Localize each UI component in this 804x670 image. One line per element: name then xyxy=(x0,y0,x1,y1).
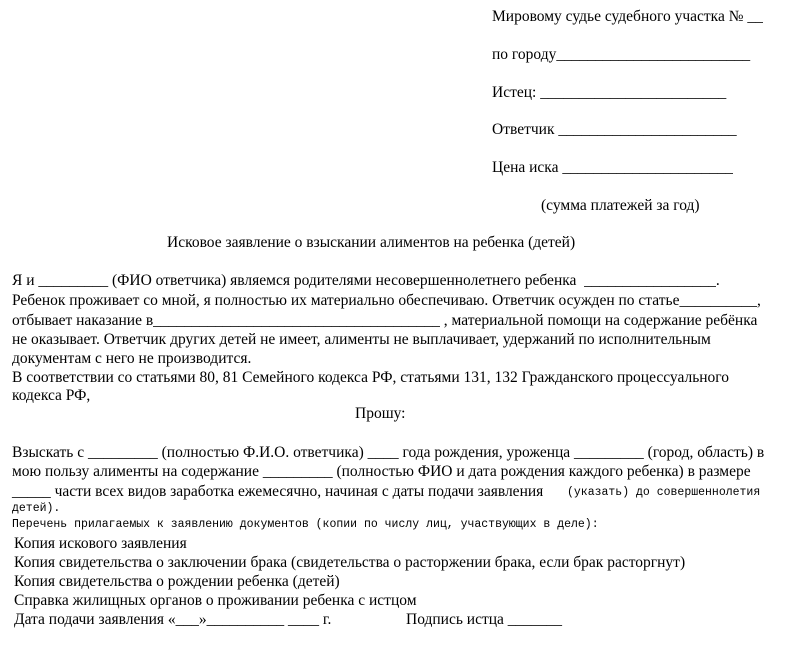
body-line: кодекса РФ, xyxy=(12,387,91,404)
defendant-line: Ответчик _______________________ xyxy=(492,121,737,138)
body-line: отбывает наказание в_____________________________________ , материальной помощи на содержание ребёнка xyxy=(12,312,758,329)
request-tail: (указать) до совершеннолетия xyxy=(567,486,761,499)
request-line: _____ части всех видов заработка ежемесячно, начиная с даты подачи заявления xyxy=(12,483,544,500)
filing-date-line: Дата подачи заявления «___»__________ ____ г. xyxy=(14,611,332,628)
claim-price-line: Цена иска ______________________ xyxy=(492,159,733,176)
body-line: документам с него не производится. xyxy=(12,350,252,367)
request-line: мою пользу алименты на содержание _________ (полностью ФИО и дата рождения каждого ребенка) в размере xyxy=(12,463,751,480)
request-heading: Прошу: xyxy=(355,405,406,422)
body-line: Я и _________ (ФИО ответчика) являемся родителями несовершеннолетнего ребенка _________________. xyxy=(12,272,720,289)
attachment-item: Справка жилищных органов о проживании ребенка с истцом xyxy=(14,592,417,609)
judge-line: Мировому судье судебного участка № __ xyxy=(492,8,763,25)
city-line: по городу_________________________ xyxy=(492,46,751,63)
body-line: не оказывает. Ответчик других детей не имеет, алименты не выплачивает, удержаний по исполнительным xyxy=(12,331,711,348)
signature-line: Подпись истца _______ xyxy=(406,611,563,628)
attachments-heading: Перечень прилагаемых к заявлению документов (копии по числу лиц, участвующих в деле): xyxy=(12,518,599,531)
request-line: Взыскать с _________ (полностью Ф.И.О. ответчика) ____ года рождения, уроженца _________ (город, область) в xyxy=(12,444,765,461)
attachment-item: Копия свидетельства о заключении брака (свидетельства о расторжении брака, если брак расторгнут) xyxy=(14,554,686,571)
document-title: Исковое заявление о взыскании алиментов на ребенка (детей) xyxy=(167,234,576,251)
plaintiff-line: Истец: ________________________ xyxy=(492,84,727,101)
body-line: Ребенок проживает со мной, я полностью их материально обеспечиваю. Ответчик осужден по статье__________, xyxy=(12,292,761,309)
attachment-item: Копия свидетельства о рождении ребенка (детей) xyxy=(14,573,340,590)
attachment-item: Копия искового заявления xyxy=(14,535,187,552)
body-line: В соответствии со статьями 80, 81 Семейного кодекса РФ, статьями 131, 132 Гражданского процессуального xyxy=(12,369,730,386)
request-tail-2: детей). xyxy=(12,502,61,515)
claim-price-note: (сумма платежей за год) xyxy=(541,197,700,214)
